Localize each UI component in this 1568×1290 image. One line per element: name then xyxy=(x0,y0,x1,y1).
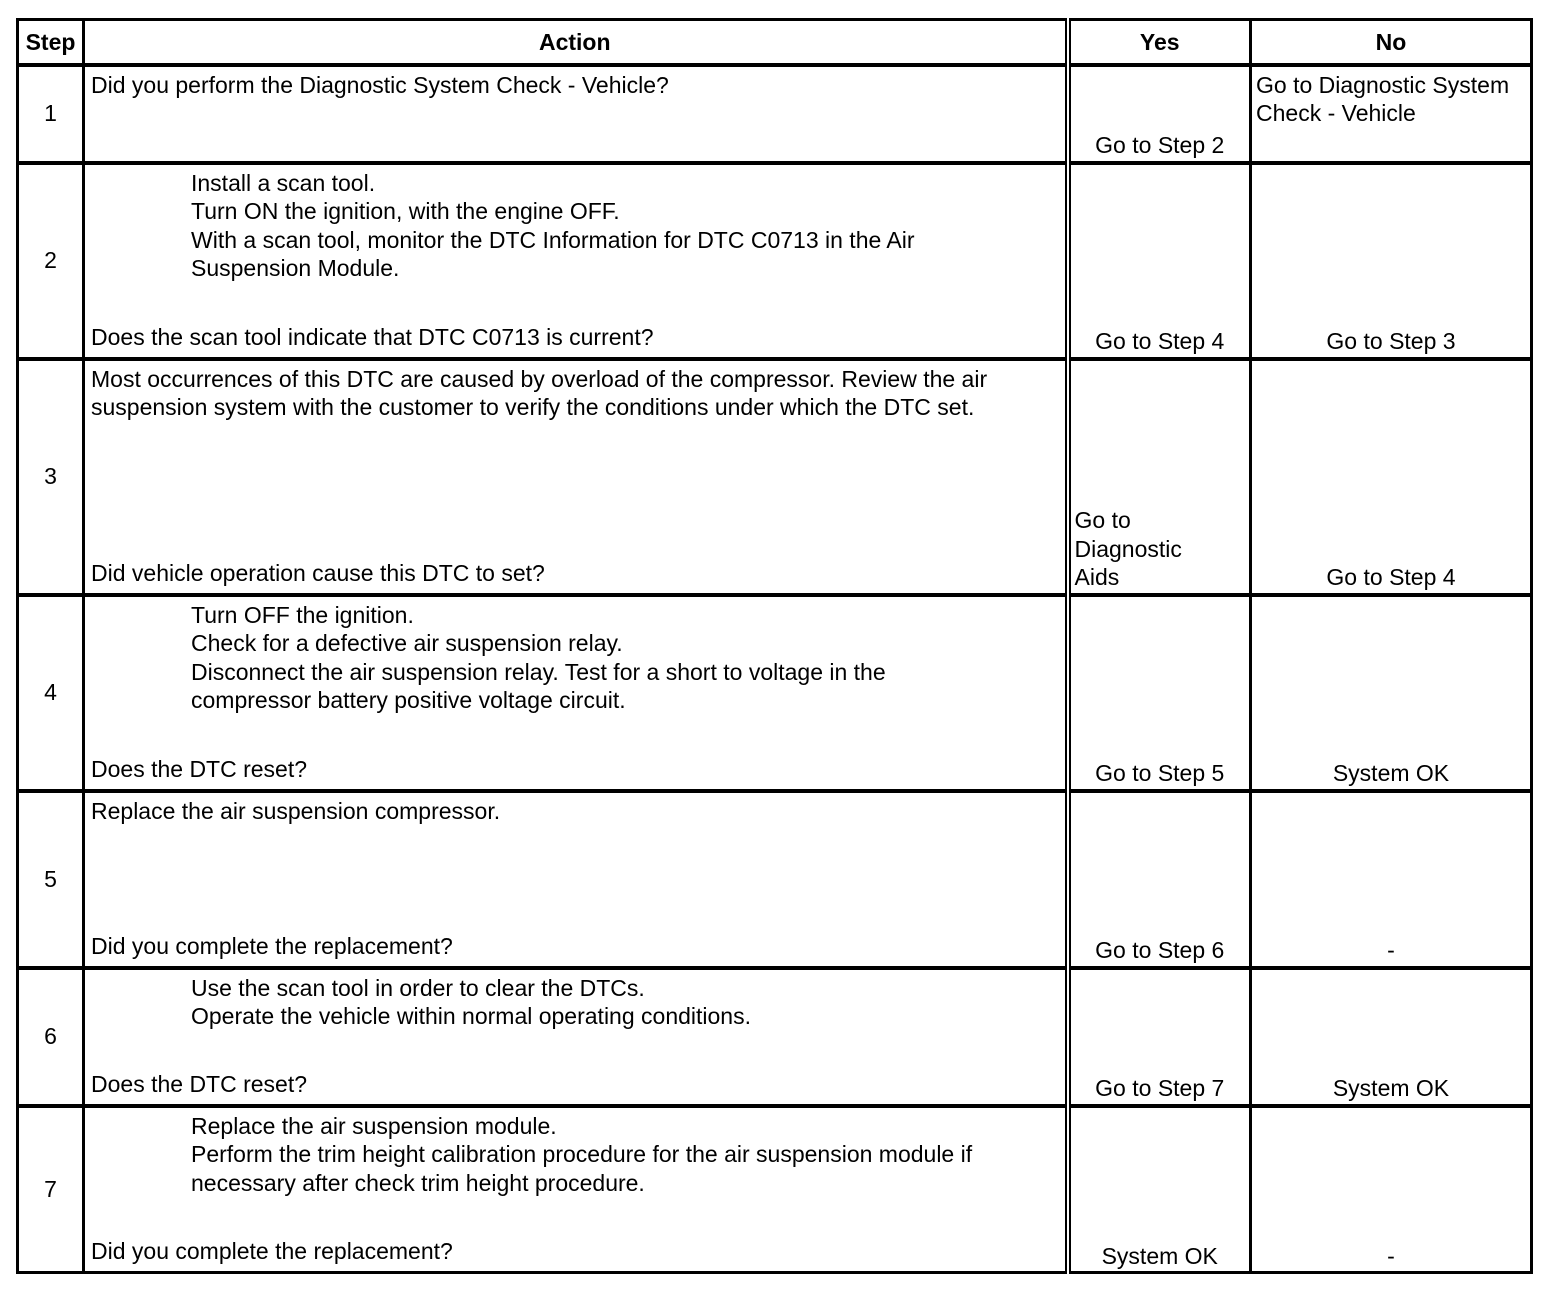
no-cell: - xyxy=(1251,1106,1532,1273)
action-steps xyxy=(91,365,1057,422)
no-cell: Go to Diagnostic System Check - Vehicle xyxy=(1251,65,1532,163)
action-cell xyxy=(84,163,1068,359)
step-number: 5 xyxy=(18,791,84,968)
table-row xyxy=(18,791,1532,968)
action-question: Did you complete the replacement? xyxy=(91,1238,453,1264)
action-step-line: Turn ON the ignition, with the engine OFF. xyxy=(191,198,620,224)
step-number: 2 xyxy=(18,163,84,359)
action-steps xyxy=(91,797,1057,826)
no-cell: Go to Step 3 xyxy=(1251,163,1532,359)
action-step-line: Check for a defective air suspension relay. xyxy=(191,630,623,656)
yes-link-text: Go to Diagnostic Aids xyxy=(1074,507,1182,590)
action-question: Does the DTC reset? xyxy=(91,1071,308,1097)
action-steps xyxy=(91,974,1057,1031)
no-cell: System OK xyxy=(1251,595,1532,791)
header-yes: Yes xyxy=(1068,20,1251,65)
action-question: Did vehicle operation cause this DTC to set? xyxy=(91,560,545,586)
action-step-line: Replace the air suspension module. xyxy=(191,1112,557,1139)
action-cell xyxy=(84,359,1068,595)
step-number: 4 xyxy=(18,595,84,791)
action-question: Did you perform the Diagnostic System Check - Vehicle? xyxy=(91,71,669,98)
step-number: 7 xyxy=(18,1106,84,1273)
yes-cell: Go to Step 7 xyxy=(1068,968,1251,1106)
action-steps xyxy=(91,601,1057,715)
action-question: Did you complete the replacement? xyxy=(91,933,453,959)
table-row xyxy=(18,163,1532,359)
action-step-line: With a scan tool, monitor the DTC Information for DTC C0713 in the Air Suspension Module. xyxy=(191,226,915,281)
action-cell xyxy=(84,595,1068,791)
no-cell: Go to Step 4 xyxy=(1251,359,1532,595)
table-row xyxy=(18,595,1532,791)
action-step-line: Perform the trim height calibration procedure for the air suspension module if necessary after check trim height procedure. xyxy=(191,1141,973,1196)
table-row xyxy=(18,1106,1532,1273)
table-row xyxy=(18,968,1532,1106)
table-row xyxy=(18,65,1532,163)
action-question: Does the DTC reset? xyxy=(91,756,308,782)
action-step-line: Use the scan tool in order to clear the DTCs. xyxy=(191,974,645,1001)
no-cell: - xyxy=(1251,791,1532,968)
yes-cell: Go to Step 4 xyxy=(1068,163,1251,359)
step-number: 6 xyxy=(18,968,84,1106)
yes-cell xyxy=(1068,359,1251,595)
action-cell xyxy=(84,65,1068,163)
step-number: 3 xyxy=(18,359,84,595)
header-no: No xyxy=(1251,20,1532,65)
no-cell: System OK xyxy=(1251,968,1532,1106)
action-cell xyxy=(84,968,1068,1106)
action-step-line: Operate the vehicle within normal operating conditions. xyxy=(191,1003,751,1029)
action-step-line: Most occurrences of this DTC are caused by overload of the compressor. Review the air suspension system with the customer to verify the conditions under which the DTC set. xyxy=(91,365,988,420)
table-row xyxy=(18,359,1532,595)
header-step: Step xyxy=(18,20,84,65)
action-step-line: Disconnect the air suspension relay. Test for a short to voltage in the compressor battery positive voltage circuit. xyxy=(191,658,886,713)
header-row xyxy=(18,20,1532,65)
action-cell xyxy=(84,1106,1068,1273)
action-steps xyxy=(91,169,1057,283)
header-action: Action xyxy=(84,20,1068,65)
action-cell xyxy=(84,791,1068,968)
yes-cell: System OK xyxy=(1068,1106,1251,1273)
action-step-line: Install a scan tool. xyxy=(191,169,376,196)
yes-cell: Go to Step 6 xyxy=(1068,791,1251,968)
yes-cell: Go to Step 2 xyxy=(1068,65,1251,163)
action-step-line: Turn OFF the ignition. xyxy=(191,601,414,628)
step-number: 1 xyxy=(18,65,84,163)
action-step-line: Replace the air suspension compressor. xyxy=(91,797,501,824)
diagnostic-table xyxy=(16,18,1533,1274)
action-steps xyxy=(91,1112,1057,1198)
yes-cell: Go to Step 5 xyxy=(1068,595,1251,791)
action-question: Does the scan tool indicate that DTC C0713 is current? xyxy=(91,324,654,350)
